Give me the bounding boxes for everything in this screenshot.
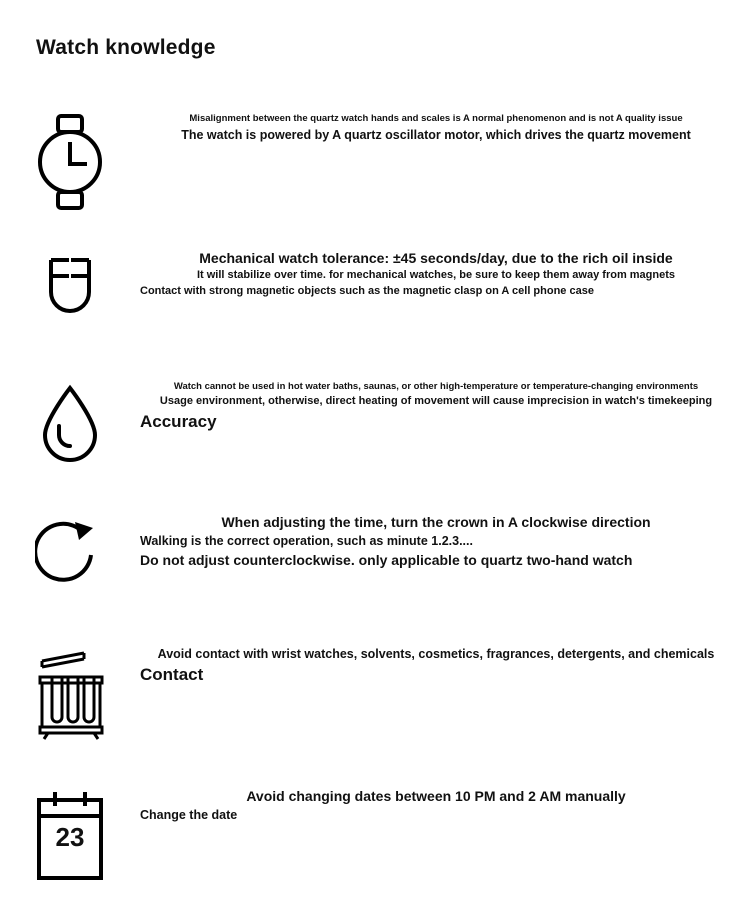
section-heading: Accuracy <box>140 411 217 431</box>
section-chemical-contact <box>0 645 750 743</box>
text-container <box>140 512 750 571</box>
body-line: Usage environment, otherwise, direct heating of movement will cause imprecision in watch's timekeeping <box>159 394 713 407</box>
icon-container <box>0 112 140 210</box>
magnet-icon <box>35 250 105 326</box>
section-heading: Contact <box>140 665 204 685</box>
icon-container <box>0 786 140 884</box>
body-line: Walking is the correct operation, such as minute 1.2.3.... <box>140 534 473 549</box>
section-water-temperature <box>0 380 750 466</box>
section-quartz-watch <box>0 112 750 210</box>
text-container <box>140 248 750 300</box>
body-line: The watch is powered by A quartz oscillator motor, which drives the quartz movement <box>181 127 691 142</box>
clockwise-arrow-icon <box>35 514 105 596</box>
test-tube-rack-icon <box>28 647 112 743</box>
water-drop-icon <box>35 382 105 466</box>
body-line: It will stabilize over time. for mechanical watches, be sure to keep them away from magnets <box>196 269 676 282</box>
section-crown-adjustment <box>0 512 750 596</box>
body-line: Avoid contact with wrist watches, solvents, cosmetics, fragrances, detergents, and chemicals <box>157 647 715 661</box>
text-container <box>140 380 750 434</box>
body-line: Mechanical watch tolerance: ±45 seconds/day, due to the rich oil inside <box>199 250 673 266</box>
section-magnetism <box>0 248 750 326</box>
text-container <box>140 645 750 688</box>
icon-container <box>0 380 140 466</box>
body-line: When adjusting the time, turn the crown in A clockwise direction <box>221 514 651 530</box>
body-line: Avoid changing dates between 10 PM and 2 AM manually <box>246 788 626 804</box>
body-line: Do not adjust counterclockwise. only applicable to quartz two-hand watch <box>140 552 633 569</box>
body-line: Contact with strong magnetic objects such as the magnetic clasp on A cell phone case <box>140 285 594 298</box>
calendar-icon <box>33 788 107 884</box>
page-title: Watch knowledge <box>36 36 216 59</box>
body-line: Watch cannot be used in hot water baths, saunas, or other high-temperature or temperature-changing environments <box>173 381 699 392</box>
section-date-change <box>0 786 750 884</box>
text-container <box>140 786 750 824</box>
icon-container <box>0 512 140 596</box>
icon-container <box>0 645 140 743</box>
icon-container <box>0 248 140 326</box>
watch-icon <box>35 114 105 210</box>
body-line: Change the date <box>140 808 238 823</box>
body-line: Misalignment between the quartz watch hands and scales is A normal phenomenon and is not A quality issue <box>189 113 683 124</box>
calendar-day-number: 23 <box>55 822 85 852</box>
text-container <box>140 112 750 144</box>
